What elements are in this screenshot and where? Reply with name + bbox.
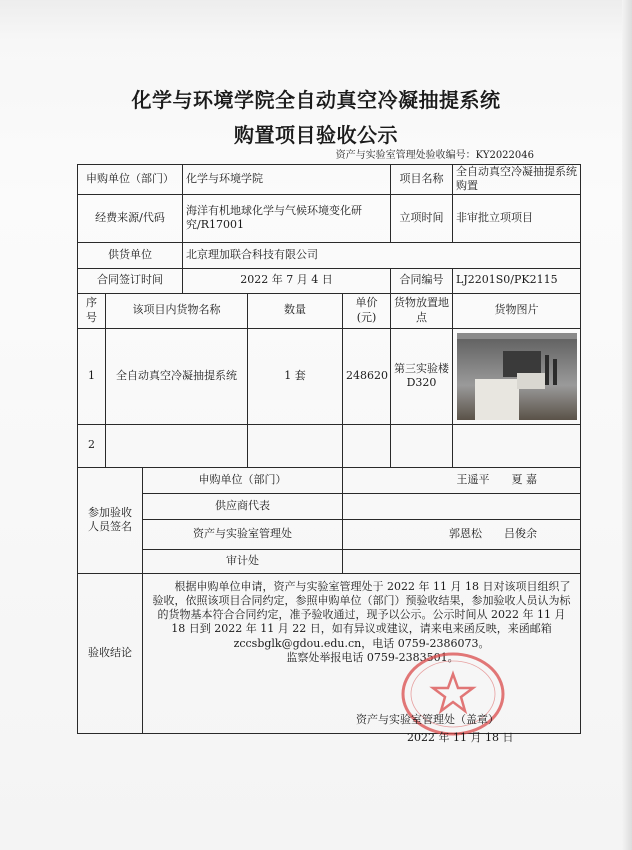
acceptance-label: 参加验收人员签名 [78,467,143,573]
table-row [78,424,581,467]
header-photo: 货物图片 [453,293,581,328]
reference-number: 资产与实验室管理处验收编号：KY2022046 [335,150,534,161]
header-seq: 序号 [78,293,106,328]
funding-label: 经费来源/代码 [78,194,183,242]
item-qty: 1 套 [248,328,343,424]
acceptance-role: 供应商代表 [143,493,343,519]
supplier-value: 北京理加联合科技有限公司 [183,242,581,268]
item-photo-cell [453,328,581,424]
equipment-photo [457,333,577,420]
item-price: 248620 [343,328,391,424]
item-qty [248,424,343,467]
document-title: 化学与环境学院全自动真空冷凝抽提系统 [131,88,501,112]
signature: 夏 嘉 [511,472,538,486]
supplier-label: 供货单位 [78,242,183,268]
signature: 吕俊余 [504,526,538,540]
contract-value: LJ2201S0/PK2115 [453,268,581,293]
contract-label: 合同编号 [391,268,453,293]
signature: 王遥平 [456,472,490,486]
item-name [106,424,248,467]
item-seq: 1 [78,328,106,424]
header-price: 单价(元) [343,293,391,328]
acceptance-names [343,467,581,493]
approval-label: 立项时间 [391,194,453,242]
conclusion-label: 验收结论 [78,573,143,733]
header-qty: 数量 [248,293,343,328]
acceptance-role: 资产与实验室管理处 [143,519,343,549]
approval-value: 非审批立项项目 [453,194,581,242]
signature: 郭恩松 [449,526,483,540]
project-value: 全自动真空冷凝抽提系统购置 [453,165,581,195]
sign-date-value: 2022 年 7 月 4 日 [183,268,391,293]
conclusion-text: 根据申购单位申请，资产与实验室管理处于 2022 年 11 月 18 日对该项目组织了验收，依照该项目合同约定，参照申购单位（部门）预验收结果，参加验收人员认为标的货物基本符合合同约定，准予验收通过，现予以公示。公示时间从 2022 年 11 月 18 日到 2022 年 11 月 22 日，如有异议或建议，请来电来函反映，来函邮箱 zccsbglk@gdou.edu.cn，电话 0759-2386073。 [152,579,571,650]
item-name: 全自动真空冷凝抽提系统 [106,328,248,424]
item-seq: 2 [78,424,106,467]
sign-date: 2022 年 11 月 18 日 [407,731,514,744]
table-row [78,328,581,424]
project-label: 项目名称 [391,165,453,195]
purchaser-label: 申购单位（部门） [78,165,183,195]
funding-value: 海洋有机地球化学与气候环境变化研究/R17001 [183,194,391,242]
acceptance-names [343,519,581,549]
acceptance-role: 申购单位（部门） [143,467,343,493]
acceptance-role: 审计处 [143,549,343,573]
signer-unit: 资产与实验室管理处（盖章） [356,713,499,726]
header-name: 该项目内货物名称 [106,293,248,328]
document-subtitle: 购置项目验收公示 [234,123,398,147]
item-price [343,424,391,467]
complaint-phone: 监察处举报电话 0759-2383501。 [286,651,459,665]
sign-date-label: 合同签订时间 [78,268,183,293]
header-place: 货物放置地点 [391,293,453,328]
purchaser-value: 化学与环境学院 [183,165,391,195]
conclusion-body [143,573,581,733]
item-place: 第三实验楼D320 [391,328,453,424]
item-place [391,424,453,467]
